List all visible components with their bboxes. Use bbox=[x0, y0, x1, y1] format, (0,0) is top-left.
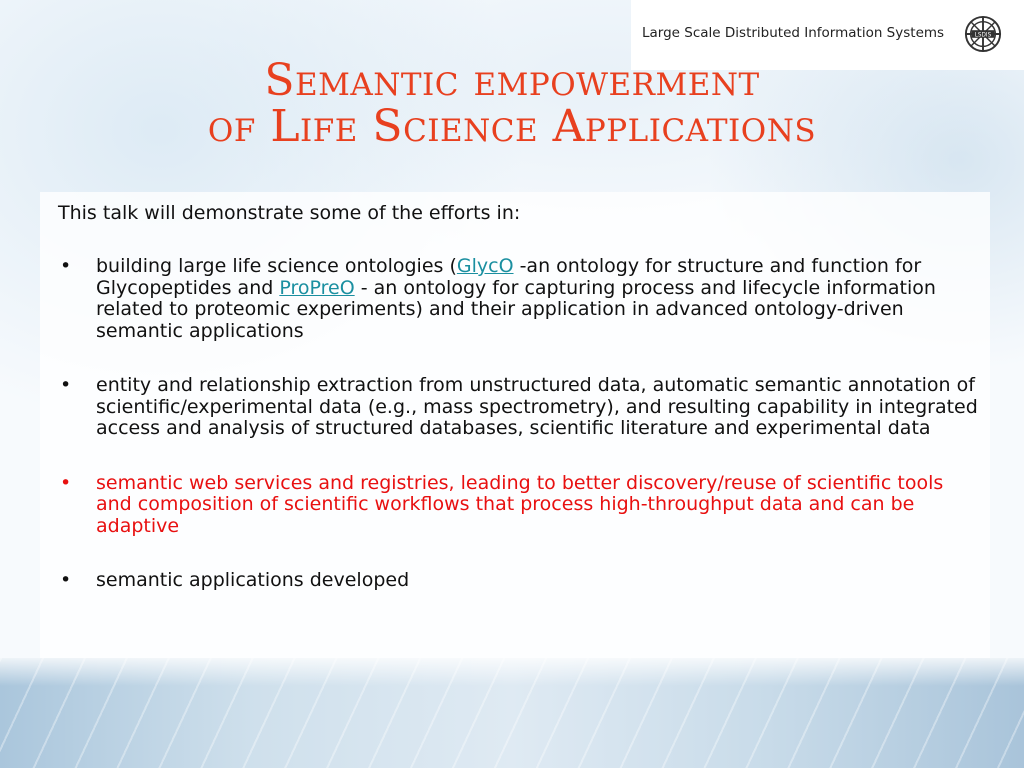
slide-title bbox=[0, 55, 1024, 152]
lsdis-globe-logo-icon bbox=[964, 15, 1002, 53]
bullet-item-extraction bbox=[58, 375, 978, 440]
bullet-text-part: -an ontology for structure and function for Glycopeptides and bbox=[96, 255, 922, 299]
propreo-link[interactable]: ProPreO bbox=[279, 276, 355, 299]
bullet-text: semantic web services and registries, leading to better discovery/reuse of scientific tools and composition of scientific workflows that process high-throughput data and can be adaptive bbox=[96, 471, 944, 537]
bullet-marker: • bbox=[60, 471, 72, 494]
bullet-item-web-services bbox=[58, 473, 978, 538]
bullet-marker: • bbox=[60, 255, 72, 277]
glyco-link[interactable]: GlycO bbox=[456, 255, 514, 277]
bullet-text-part: building large life science ontologies ( bbox=[96, 255, 457, 277]
bullet-marker: • bbox=[60, 374, 72, 396]
title-line-1: Semantic empowerment bbox=[264, 55, 760, 106]
bullet-list bbox=[58, 256, 978, 625]
intro-text: This talk will demonstrate some of the efforts in: bbox=[58, 202, 521, 224]
bullet-text-part: - an ontology for capturing process and lifecycle information related to proteomic experiments) and their application in advanced ontology-driven semantic applications bbox=[96, 276, 936, 342]
bullet-marker: • bbox=[60, 569, 72, 591]
org-name: Large Scale Distributed Information Systems bbox=[642, 25, 945, 41]
bullet-text: semantic applications developed bbox=[96, 569, 410, 591]
bullet-item-applications bbox=[58, 570, 978, 592]
bullet-text: entity and relationship extraction from unstructured data, automatic semantic annotation of scientific/experimental data (e.g., mass spectrometry), and resulting capability in integrated access and analysis of structured databases, scientific literature and experimental data bbox=[96, 374, 978, 439]
svg-text:LSDIS: LSDIS bbox=[974, 32, 992, 39]
bullet-item-ontologies bbox=[58, 256, 978, 342]
decorative-bottom-band bbox=[0, 658, 1024, 768]
title-line-2: of Life Science Applications bbox=[207, 101, 817, 152]
